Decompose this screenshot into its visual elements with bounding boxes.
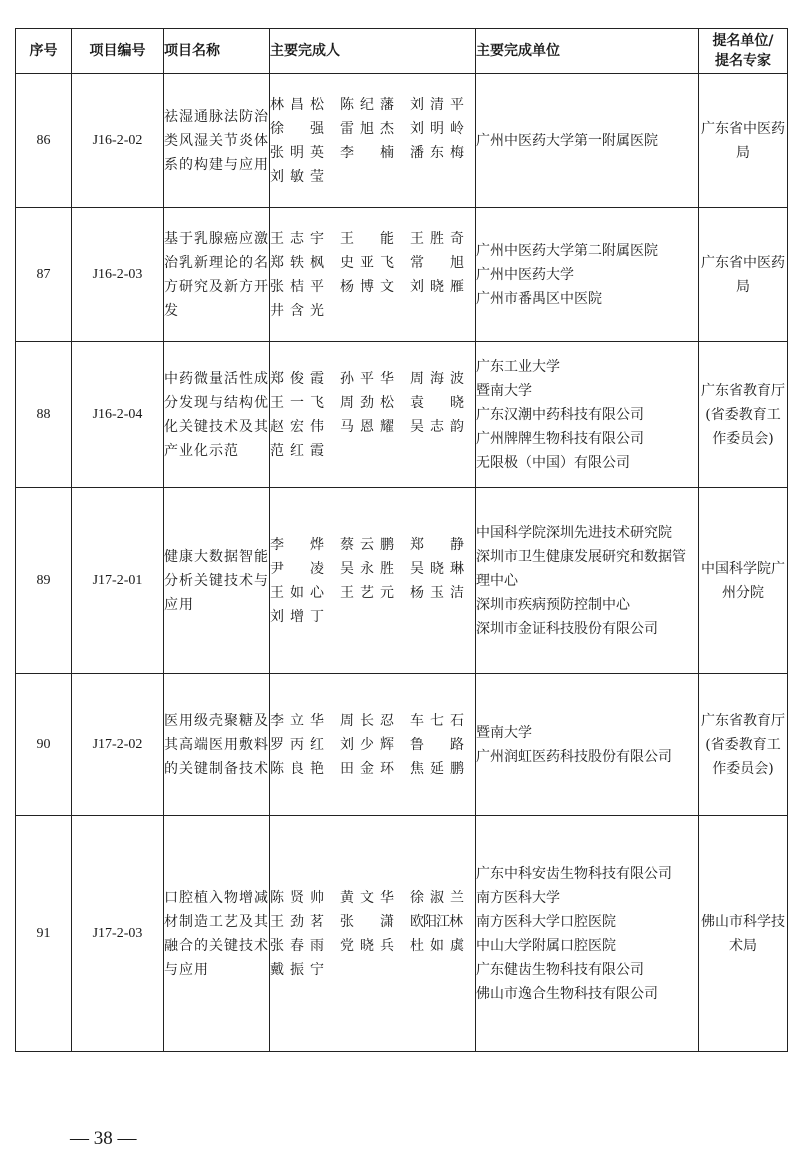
person-name: 黄文华: [340, 889, 394, 906]
person-name: 罗丙红: [270, 736, 324, 753]
unit-name: 广州中医药大学: [476, 266, 574, 283]
person-name: 徐 强: [270, 120, 324, 137]
person-name: 徐淑兰: [410, 889, 464, 906]
row-people: [270, 674, 476, 816]
person-name: 欧阳江林: [410, 913, 462, 930]
row-code: J16-2-02: [72, 74, 164, 208]
unit-name: 暨南大学: [476, 382, 532, 399]
person-name: 李 烨: [270, 536, 324, 553]
person-name: 袁 晓: [410, 394, 464, 411]
person-name: 刘少辉: [340, 736, 394, 753]
header-code: 项目编号: [72, 29, 164, 74]
person-name: 焦延鹏: [410, 760, 464, 777]
row-nominator: 中国科学院广州分院: [699, 488, 788, 674]
person-name: 李 楠: [340, 144, 394, 161]
row-seq: 87: [16, 208, 72, 342]
person-name: 张明英: [270, 144, 324, 161]
unit-name: 南方医科大学口腔医院: [476, 913, 616, 930]
person-name: 郑 静: [410, 536, 464, 553]
unit-name: 广东健齿生物科技有限公司: [476, 961, 644, 978]
table-row: [16, 208, 788, 342]
header-units: 主要完成单位: [476, 29, 699, 74]
person-name: 李立华: [270, 712, 324, 729]
person-name: 车七石: [410, 712, 464, 729]
row-seq: 89: [16, 488, 72, 674]
person-name: 孙平华: [340, 370, 394, 387]
table-row: [16, 488, 788, 674]
person-name: 郑俊霞: [270, 370, 324, 387]
person-name: 王胜奇: [410, 230, 464, 247]
row-seq: 88: [16, 342, 72, 488]
row-units: [476, 208, 699, 342]
person-name: 陈贤帅: [270, 889, 324, 906]
row-code: J17-2-03: [72, 816, 164, 1052]
row-units: [476, 674, 699, 816]
person-name: 范红霞: [270, 442, 324, 459]
person-name: 王艺元: [340, 584, 394, 601]
row-people: [270, 342, 476, 488]
person-name: 戴振宁: [270, 961, 324, 978]
person-name: 鲁 路: [410, 736, 464, 753]
header-name: 项目名称: [164, 29, 270, 74]
unit-name: 南方医科大学: [476, 889, 560, 906]
row-nominator: 广东省中医药局: [699, 208, 788, 342]
row-project-name: 医用级壳聚糖及其高端医用敷料的关键制备技术: [164, 674, 270, 816]
person-name: 刘明岭: [410, 120, 464, 137]
person-name: 王一飞: [270, 394, 324, 411]
row-seq: 86: [16, 74, 72, 208]
row-project-name: 基于乳腺癌应激治乳新理论的名方研究及新方开发: [164, 208, 270, 342]
person-name: 张春雨: [270, 937, 324, 954]
header-nominator: [699, 29, 788, 74]
person-name: 王 能: [340, 230, 394, 247]
person-name: 林昌松: [270, 96, 324, 113]
person-name: 吴晓琳: [410, 560, 464, 577]
header-nominator-line2: 提名专家: [715, 53, 771, 69]
row-project-name: 祛湿通脉法防治类风湿关节炎体系的构建与应用: [164, 74, 270, 208]
person-name: 陈纪藩: [340, 96, 394, 113]
unit-name: 深圳市金证科技股份有限公司: [476, 620, 658, 637]
row-code: J16-2-03: [72, 208, 164, 342]
person-name: 周劲松: [340, 394, 394, 411]
person-name: 马恩耀: [340, 418, 394, 435]
unit-name: 中国科学院深圳先进技术研究院: [476, 524, 672, 541]
person-name: 周海波: [410, 370, 464, 387]
table-row: [16, 816, 788, 1052]
row-nominator: 广东省教育厅(省委教育工作委员会): [699, 674, 788, 816]
person-name: 常 旭: [410, 254, 464, 271]
person-name: 王劲茗: [270, 913, 324, 930]
person-name: 刘清平: [410, 96, 464, 113]
person-name: 周长忍: [340, 712, 394, 729]
unit-name: 无限极（中国）有限公司: [476, 454, 630, 471]
row-nominator: 广东省教育厅(省委教育工作委员会): [699, 342, 788, 488]
person-name: 井含光: [270, 302, 324, 319]
row-units: [476, 488, 699, 674]
people-grid: [270, 886, 475, 982]
unit-name: 深圳市卫生健康发展研究和数据管理中心: [476, 548, 686, 589]
row-units: [476, 816, 699, 1052]
people-grid: [270, 709, 475, 781]
row-people: [270, 816, 476, 1052]
row-seq: 90: [16, 674, 72, 816]
person-name: 潘东梅: [410, 144, 464, 161]
row-project-name: 中药微量活性成分发现与结构优化关键技术及其产业化示范: [164, 342, 270, 488]
unit-name: 广州牌牌生物科技有限公司: [476, 430, 644, 447]
unit-name: 暨南大学: [476, 724, 532, 741]
people-grid: [270, 367, 475, 463]
row-people: [270, 74, 476, 208]
people-grid: [270, 93, 475, 189]
row-seq: 91: [16, 816, 72, 1052]
person-name: 王如心: [270, 584, 324, 601]
row-people: [270, 208, 476, 342]
person-name: 赵宏伟: [270, 418, 324, 435]
unit-name: 广州中医药大学第二附属医院: [476, 242, 658, 259]
unit-name: 广州润虹医药科技股份有限公司: [476, 748, 672, 765]
row-people: [270, 488, 476, 674]
person-name: 杨博文: [340, 278, 394, 295]
unit-name: 中山大学附属口腔医院: [476, 937, 616, 954]
row-nominator: 广东省中医药局: [699, 74, 788, 208]
person-name: 吴志韵: [410, 418, 464, 435]
row-code: J16-2-04: [72, 342, 164, 488]
header-people: 主要完成人: [270, 29, 476, 74]
unit-name: 深圳市疾病预防控制中心: [476, 596, 630, 613]
person-name: 史亚飞: [340, 254, 394, 271]
row-nominator: 佛山市科学技术局: [699, 816, 788, 1052]
person-name: 张 潇: [340, 913, 394, 930]
person-name: 蔡云鹏: [340, 536, 394, 553]
person-name: 杜如虡: [410, 937, 464, 954]
unit-name: 广东中科安齿生物科技有限公司: [476, 865, 672, 882]
awards-table: [15, 28, 788, 1052]
row-code: J17-2-02: [72, 674, 164, 816]
page-number: — 38 —: [70, 1128, 137, 1149]
row-code: J17-2-01: [72, 488, 164, 674]
person-name: 王志宇: [270, 230, 324, 247]
row-units: [476, 342, 699, 488]
people-grid: [270, 533, 475, 629]
unit-name: 广州市番禺区中医院: [476, 290, 602, 307]
table-row: [16, 74, 788, 208]
table-row: [16, 674, 788, 816]
person-name: 吴永胜: [340, 560, 394, 577]
table-row: [16, 342, 788, 488]
person-name: 雷旭杰: [340, 120, 394, 137]
unit-name: 佛山市逸合生物科技有限公司: [476, 985, 658, 1002]
header-row: [16, 29, 788, 74]
unit-name: 广州中医药大学第一附属医院: [476, 132, 658, 149]
person-name: 郑轶枫: [270, 254, 324, 271]
person-name: 刘晓雁: [410, 278, 464, 295]
table-body: [16, 74, 788, 1052]
person-name: 尹 凌: [270, 560, 324, 577]
person-name: 杨玉洁: [410, 584, 464, 601]
row-project-name: 口腔植入物增减材制造工艺及其融合的关键技术与应用: [164, 816, 270, 1052]
header-seq: 序号: [16, 29, 72, 74]
person-name: 党晓兵: [340, 937, 394, 954]
person-name: 张桔平: [270, 278, 324, 295]
row-units: [476, 74, 699, 208]
unit-name: 广东汉潮中药科技有限公司: [476, 406, 644, 423]
row-project-name: 健康大数据智能分析关键技术与应用: [164, 488, 270, 674]
header-nominator-line1: 提名单位/: [712, 33, 774, 49]
unit-name: 广东工业大学: [476, 358, 560, 375]
person-name: 刘敏莹: [270, 168, 324, 185]
person-name: 刘增丁: [270, 608, 324, 625]
people-grid: [270, 227, 475, 323]
person-name: 陈良艳: [270, 760, 324, 777]
person-name: 田金环: [340, 760, 394, 777]
